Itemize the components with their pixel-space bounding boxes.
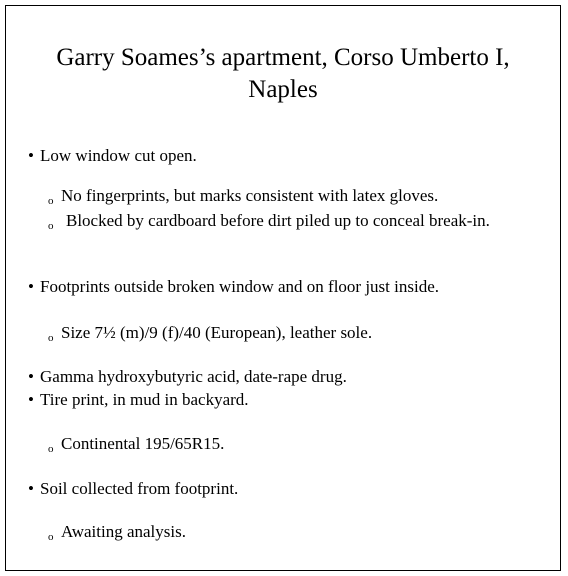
- sub-bullet-marker: o: [48, 220, 54, 232]
- sub-list-item: [48, 321, 372, 350]
- sub-list-item: [48, 209, 522, 238]
- list-item-text: Tire print, in mud in backyard.: [40, 390, 249, 409]
- list-item-text: Blocked by cardboard before dirt piled up to conceal break-in.: [66, 211, 490, 230]
- sub-list-item: [48, 520, 186, 549]
- bullet-marker: •: [28, 367, 34, 386]
- bullet-marker: •: [28, 146, 34, 165]
- list-item-text: Soil collected from footprint.: [40, 479, 239, 498]
- list-item: [28, 365, 347, 388]
- list-item-text: Low window cut open.: [40, 146, 197, 165]
- list-item-text: No fingerprints, but marks consistent with latex gloves.: [61, 186, 439, 205]
- bullet-marker: •: [28, 479, 34, 498]
- list-item: [28, 388, 249, 411]
- list-item-text: Gamma hydroxybutyric acid, date-rape drug.: [40, 367, 347, 386]
- list-item-text: Awaiting analysis.: [61, 522, 186, 541]
- evidence-list: [6, 6, 560, 570]
- sub-list-item: [48, 432, 224, 461]
- sub-bullet-marker: o: [48, 332, 54, 344]
- list-item-text: Size 7½ (m)/9 (f)/40 (European), leather sole.: [61, 323, 373, 342]
- bullet-marker: •: [28, 390, 34, 409]
- list-item-text: Continental 195/65R15.: [61, 434, 225, 453]
- sub-bullet-marker: o: [48, 443, 54, 455]
- sub-bullet-marker: o: [48, 531, 54, 543]
- slide-title: Garry Soames’s apartment, Corso Umberto I, Naples: [56, 44, 510, 103]
- slide: [5, 5, 561, 571]
- bullet-marker: •: [28, 277, 34, 296]
- list-item: [28, 275, 439, 298]
- list-item: [28, 144, 197, 167]
- list-item-text: Footprints outside broken window and on floor just inside.: [40, 277, 440, 296]
- sub-bullet-marker: o: [48, 195, 54, 207]
- list-item: [28, 477, 238, 500]
